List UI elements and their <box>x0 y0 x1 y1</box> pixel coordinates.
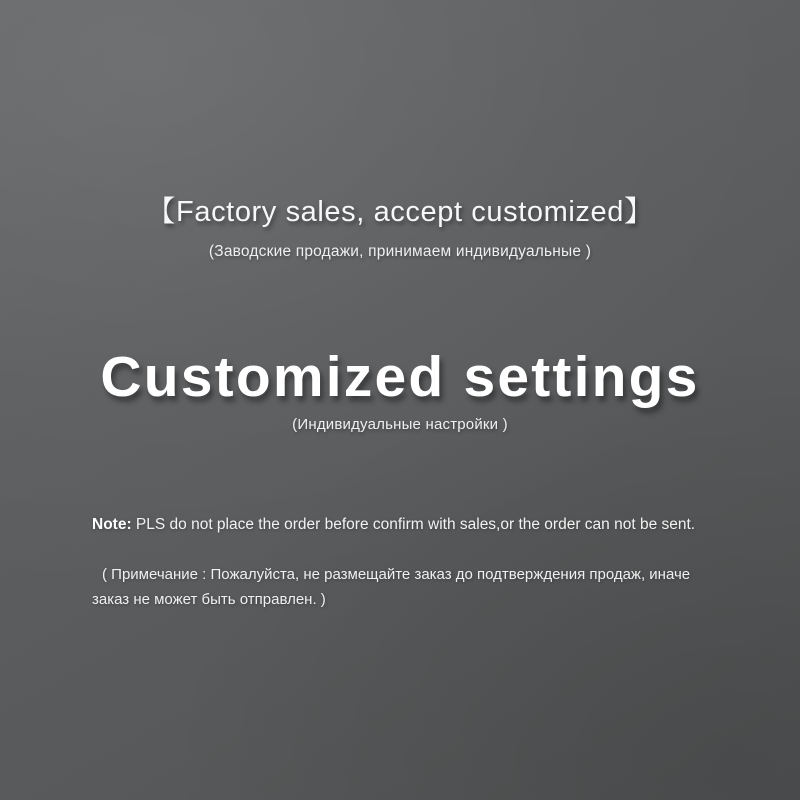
note-russian-text: ( Примечание : Пожалуйста, не размещайте заказ до подтверждения продаж, иначе заказ не может быть отправлен. ) <box>92 566 691 608</box>
note-english <box>92 512 708 537</box>
note-english-text: PLS do not place the order before confirm with sales,or the order can not be sent. <box>135 516 696 533</box>
headline-english: 【Factory sales, accept customized】 <box>146 196 654 228</box>
headline-block <box>0 196 800 261</box>
title-block <box>0 345 800 433</box>
note-block <box>92 512 708 613</box>
page-title: Customized settings <box>100 345 700 409</box>
headline-russian: (Заводские продажи, принимаем индивидуальные ) <box>208 243 592 261</box>
note-label: Note: <box>92 516 132 533</box>
page-title-russian: (Индивидуальные настройки ) <box>292 415 508 433</box>
note-russian <box>92 563 708 613</box>
